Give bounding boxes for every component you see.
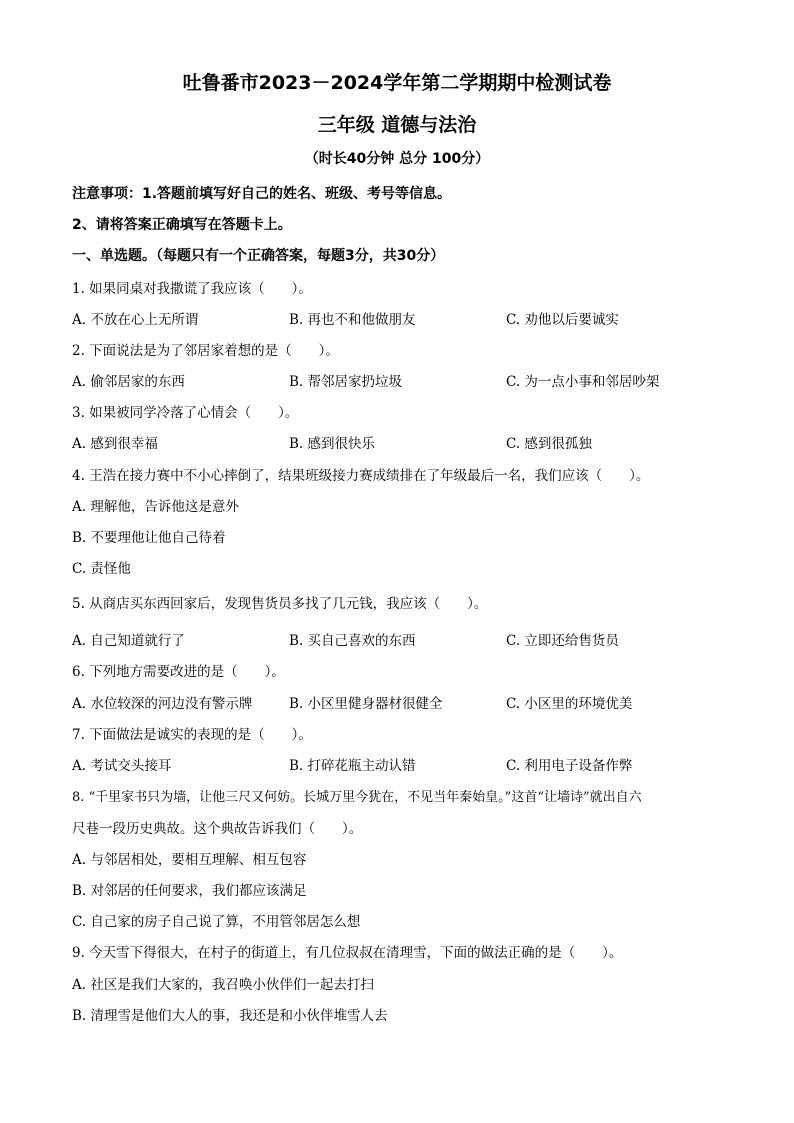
q3-option-c: C. 感到很孤独 xyxy=(506,436,592,452)
q9-option-b: B. 清理雪是他们大人的事，我还是和小伙伴堆雪人去 xyxy=(72,1008,388,1024)
q5-option-a: A. 自己知道就行了 xyxy=(72,633,185,649)
q3-option-a: A. 感到很幸福 xyxy=(72,436,158,452)
q7-option-a: A. 考试交头接耳 xyxy=(72,758,172,774)
question-1: 1. 如果同桌对我撒谎了我应该（ ）。 xyxy=(72,281,312,297)
q6-option-c: C. 小区里的环境优美 xyxy=(506,696,633,712)
q5-option-c: C. 立即还给售货员 xyxy=(506,633,619,649)
exam-subtitle: 三年级 道德与法治 xyxy=(317,114,477,136)
question-3: 3. 如果被同学冷落了心情会（ ）。 xyxy=(72,405,299,421)
question-5: 5. 从商店买东西回家后，发现售货员多找了几元钱，我应该（ ）。 xyxy=(72,596,488,612)
q6-option-b: B. 小区里健身器材很健全 xyxy=(289,696,443,712)
exam-title: 吐鲁番市2023－2024学年第二学期期中检测试卷 xyxy=(182,72,612,94)
question-9: 9. 今天雪下得很大，在村子的街道上，有几位叔叔在清理雪，下面的做法正确的是（ ）。 xyxy=(72,945,623,961)
q2-option-c: C. 为一点小事和邻居吵架 xyxy=(506,374,660,390)
q8-option-a: A. 与邻居相处，要相互理解、相互包容 xyxy=(72,852,307,868)
q7-option-c: C. 利用电子设备作弊 xyxy=(506,758,633,774)
q2-option-b: B. 帮邻居家扔垃圾 xyxy=(289,374,403,390)
section-heading: 一、单选题。（每题只有一个正确答案，每题3分，共30分） xyxy=(72,248,445,264)
question-8-line-1: 8. “千里家书只为墙，让他三尺又何妨。长城万里今犹在，不见当年秦始皇。”这首“让墙诗”就出自六 xyxy=(72,790,642,805)
question-6: 6. 下列地方需要改进的是（ ）。 xyxy=(72,664,285,680)
q7-option-b: B. 打碎花瓶主动认错 xyxy=(289,758,416,774)
q6-option-a: A. 水位较深的河边没有警示牌 xyxy=(72,696,253,712)
question-2: 2. 下面说法是为了邻居家着想的是（ ）。 xyxy=(72,343,339,359)
notice-line-2: 2、请将答案正确填写在答题卡上。 xyxy=(72,217,292,233)
q4-option-b: B. 不要理他让他自己待着 xyxy=(72,530,226,546)
q5-option-b: B. 买自己喜欢的东西 xyxy=(289,633,416,649)
q9-option-a: A. 社区是我们大家的，我召唤小伙伴们一起去打扫 xyxy=(72,977,374,993)
q4-option-c: C. 责怪他 xyxy=(72,561,131,577)
exam-duration: （时长40分钟 总分 100分） xyxy=(304,151,490,167)
q8-option-b: B. 对邻居的任何要求，我们都应该满足 xyxy=(72,883,307,899)
question-4: 4. 王浩在接力赛中不小心摔倒了，结果班级接力赛成绩排在了年级最后一名，我们应该（ ）。 xyxy=(72,468,650,484)
q2-option-a: A. 偷邻居家的东西 xyxy=(72,374,185,390)
question-8-line-2: 尺巷一段历史典故。这个典故告诉我们（ ）。 xyxy=(72,821,363,837)
q1-option-a: A. 不放在心上无所谓 xyxy=(72,312,199,328)
notice-line-1: 注意事项：1.答题前填写好自己的姓名、班级、考号等信息。 xyxy=(72,186,452,202)
q1-option-c: C. 劝他以后要诚实 xyxy=(506,312,619,328)
q8-option-c: C. 自己家的房子自己说了算，不用管邻居怎么想 xyxy=(72,914,361,930)
q3-option-b: B. 感到很快乐 xyxy=(289,436,376,452)
question-7: 7. 下面做法是诚实的表现的是（ ）。 xyxy=(72,727,312,743)
q1-option-b: B. 再也不和他做朋友 xyxy=(289,312,416,328)
q4-option-a: A. 理解他，告诉他这是意外 xyxy=(72,499,239,515)
